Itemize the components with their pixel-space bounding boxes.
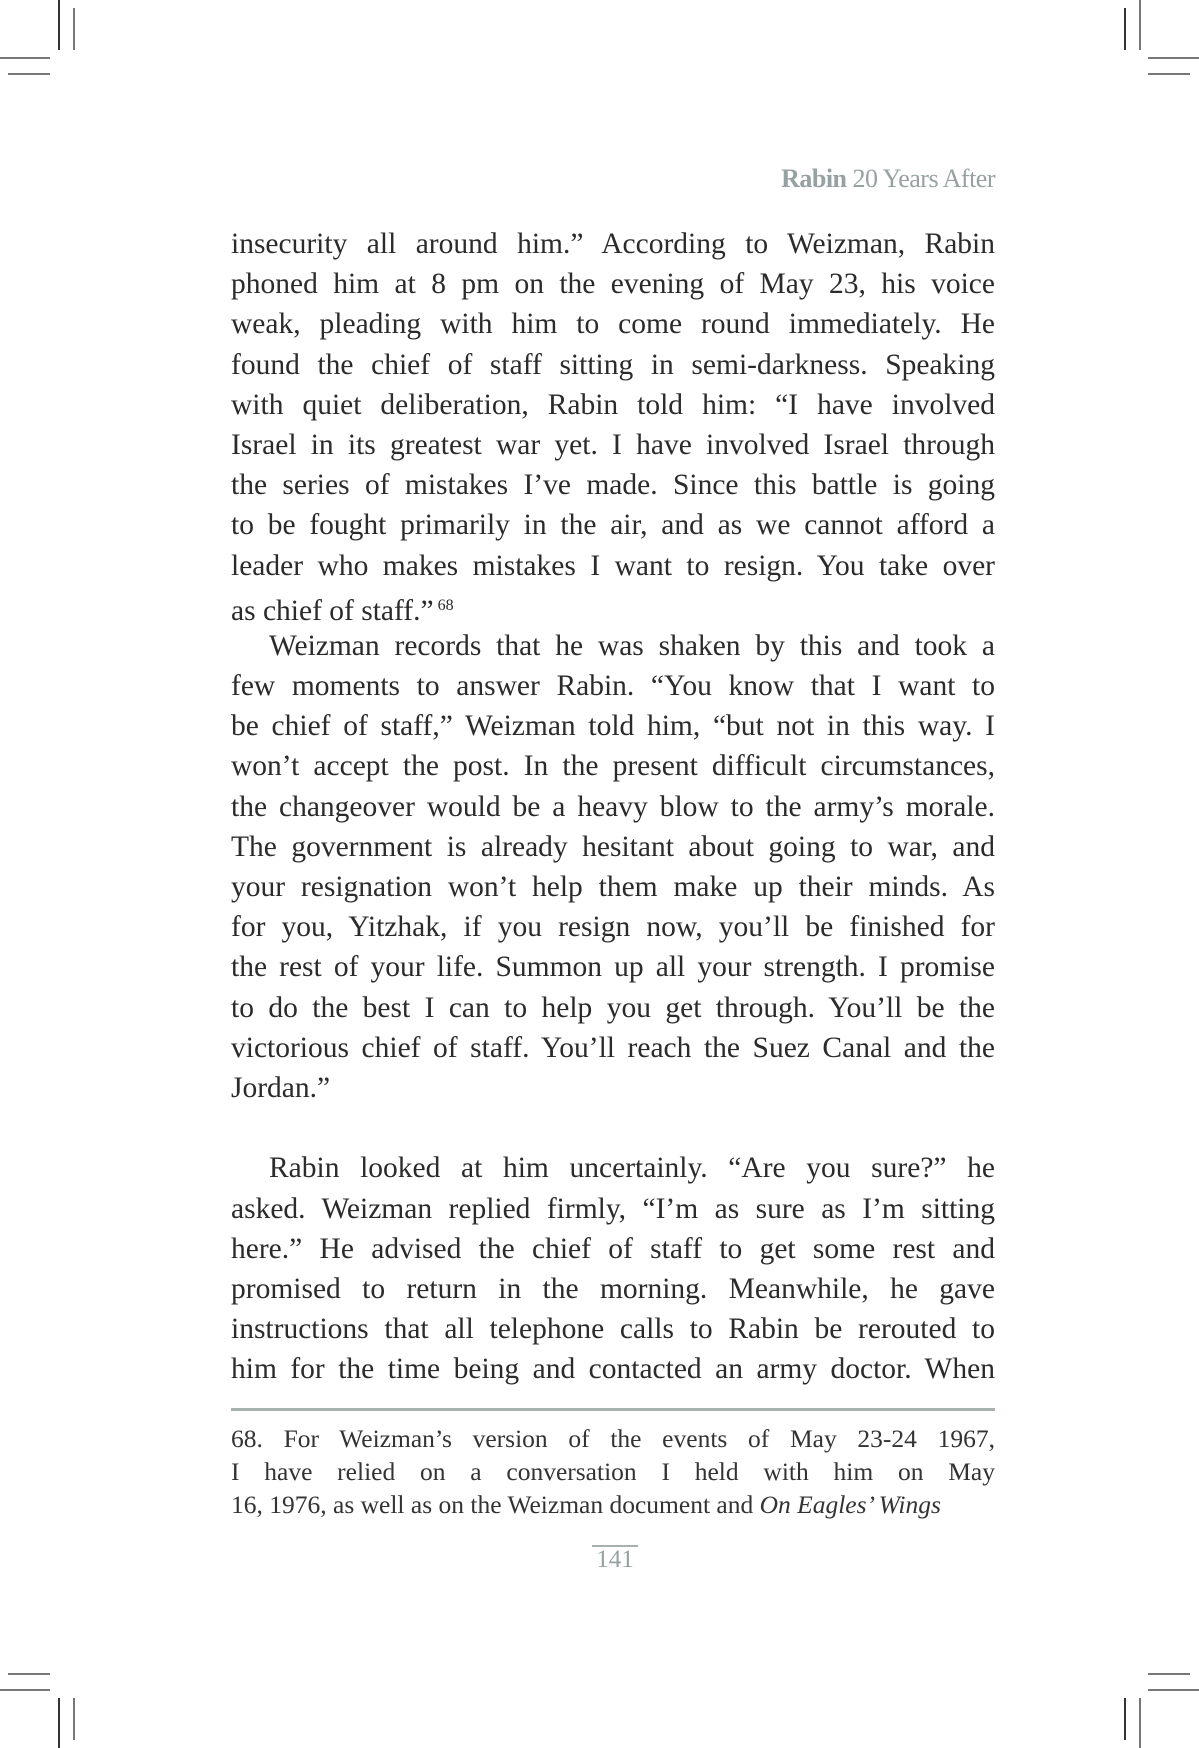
body-line xyxy=(231,1189,995,1229)
body-line xyxy=(231,827,995,867)
body-line xyxy=(231,907,995,947)
body-line-text: here.” He advised the chief of staff to get some rest and xyxy=(231,1232,995,1265)
crop-mark-top-left-v1 xyxy=(58,0,60,50)
body-line-text: the rest of your life. Summon up all your strength. I promise xyxy=(231,951,995,984)
body-line xyxy=(231,1349,995,1389)
footnote-line xyxy=(231,1488,995,1521)
body-line xyxy=(231,1269,995,1309)
crop-mark-top-left-v2 xyxy=(73,8,75,50)
body-line xyxy=(231,947,995,987)
body-line-text: won’t accept the post. In the present difficult circumstances, xyxy=(231,750,995,783)
footnote-line: I have relied on a conversation I held with him on May xyxy=(231,1457,995,1486)
body-line-text: Jordan.” xyxy=(231,1071,331,1104)
body-line-text: the series of mistakes I’ve made. Since this battle is going xyxy=(231,469,995,502)
footnote xyxy=(231,1422,995,1521)
crop-mark-top-right-h2 xyxy=(1148,73,1190,75)
body-line-text: as chief of staff.” xyxy=(231,594,434,627)
crop-mark-bottom-left-h1 xyxy=(8,1673,50,1675)
crop-mark-top-right-h1 xyxy=(1148,57,1199,59)
footnote-line: 68. For Weizman’s version of the events of May 23-24 1967, xyxy=(231,1424,995,1453)
body-line-text: phoned him at 8 pm on the evening of May 23, his voice xyxy=(231,268,995,301)
body-line-text: with quiet deliberation, Rabin told him: “I have involved xyxy=(231,388,995,421)
crop-mark-top-left-h2 xyxy=(8,73,50,75)
body-line-text: your resignation won’t help them make up their minds. As xyxy=(231,871,995,903)
body-line xyxy=(231,1028,995,1068)
body-line xyxy=(231,1068,995,1108)
body-line xyxy=(231,1309,995,1349)
body-line xyxy=(231,1229,995,1269)
body-line-text: to be fought primarily in the air, and as we cannot afford a xyxy=(231,509,995,542)
running-header-rest: 20 Years After xyxy=(846,164,995,193)
running-header-bold: Rabin xyxy=(781,164,847,193)
crop-mark-bottom-right-v2 xyxy=(1139,1698,1141,1748)
body-line-text: victorious chief of staff. You’ll reach the Suez Canal and the xyxy=(231,1031,995,1064)
page-number: 141 xyxy=(596,1546,634,1573)
paragraph-gap xyxy=(231,1108,995,1148)
footnote-text: 16, 1976, as well as on the Weizman document and xyxy=(231,1490,760,1519)
body-line xyxy=(231,465,995,505)
body-line xyxy=(231,746,995,786)
body-line-text: The government is already hesitant about going to war, and xyxy=(231,830,995,863)
body-line-text: asked. Weizman replied firmly, “I’m as sure as I’m sitting xyxy=(231,1192,995,1225)
body-line xyxy=(231,988,995,1028)
body-line xyxy=(231,1148,995,1188)
footnote-separator xyxy=(231,1408,995,1411)
crop-mark-bottom-right-h2 xyxy=(1148,1689,1199,1691)
body-line xyxy=(231,385,995,425)
body-line-text: few moments to answer Rabin. “You know that I want to xyxy=(231,670,995,703)
body-line xyxy=(231,345,995,385)
body-line-text: for you, Yitzhak, if you resign now, you’ll be finished for xyxy=(231,911,995,944)
body-line xyxy=(231,867,995,907)
crop-mark-bottom-right-v1 xyxy=(1124,1698,1126,1740)
crop-mark-bottom-left-v2 xyxy=(73,1698,75,1740)
body-line xyxy=(231,787,995,827)
crop-mark-top-right-v2 xyxy=(1139,0,1141,50)
body-line xyxy=(231,546,995,586)
body-line-text: the changeover would be a heavy blow to the army’s morale. xyxy=(231,790,995,823)
body-line xyxy=(231,304,995,344)
body-line-text: him for the time being and contacted an army doctor. When xyxy=(231,1353,995,1386)
footnote-book-title: On Eagles’ Wings xyxy=(759,1490,941,1519)
crop-mark-bottom-left-h2 xyxy=(0,1689,50,1691)
body-line-text: Weizman records that he was shaken by this and took a xyxy=(269,629,995,662)
body-line xyxy=(231,586,995,626)
body-line xyxy=(231,425,995,465)
body-line-text: promised to return in the morning. Meanwhile, he gave xyxy=(231,1272,995,1305)
body-line-text: insecurity all around him.” According to Weizman, Rabin xyxy=(231,228,995,260)
crop-mark-top-right-v1 xyxy=(1124,8,1126,50)
body-line xyxy=(231,626,995,666)
body-text xyxy=(231,224,995,1389)
body-line-text: weak, pleading with him to come round immediately. He xyxy=(231,308,995,341)
body-line-text: found the chief of staff sitting in semi-darkness. Speaking xyxy=(231,348,995,381)
body-line-text: to do the best I can to help you get through. You’ll be the xyxy=(231,991,995,1024)
body-line xyxy=(231,224,995,264)
crop-mark-bottom-left-v1 xyxy=(58,1698,60,1748)
body-line xyxy=(231,706,995,746)
body-line-text: Rabin looked at him uncertainly. “Are you sure?” he xyxy=(269,1152,995,1185)
body-line-text: instructions that all telephone calls to Rabin be rerouted to xyxy=(231,1313,995,1346)
body-line-text: be chief of staff,” Weizman told him, “but not in this way. I xyxy=(231,710,995,743)
footnote-reference[interactable]: 68 xyxy=(437,596,454,614)
body-line xyxy=(231,666,995,706)
body-line-text: leader who makes mistakes I want to resign. You take over xyxy=(231,549,995,582)
crop-mark-top-left-h1 xyxy=(0,57,50,59)
body-line xyxy=(231,264,995,304)
running-header xyxy=(781,164,995,194)
crop-mark-bottom-right-h1 xyxy=(1148,1673,1190,1675)
body-line-text: Israel in its greatest war yet. I have involved Israel through xyxy=(231,428,995,461)
body-line xyxy=(231,505,995,545)
